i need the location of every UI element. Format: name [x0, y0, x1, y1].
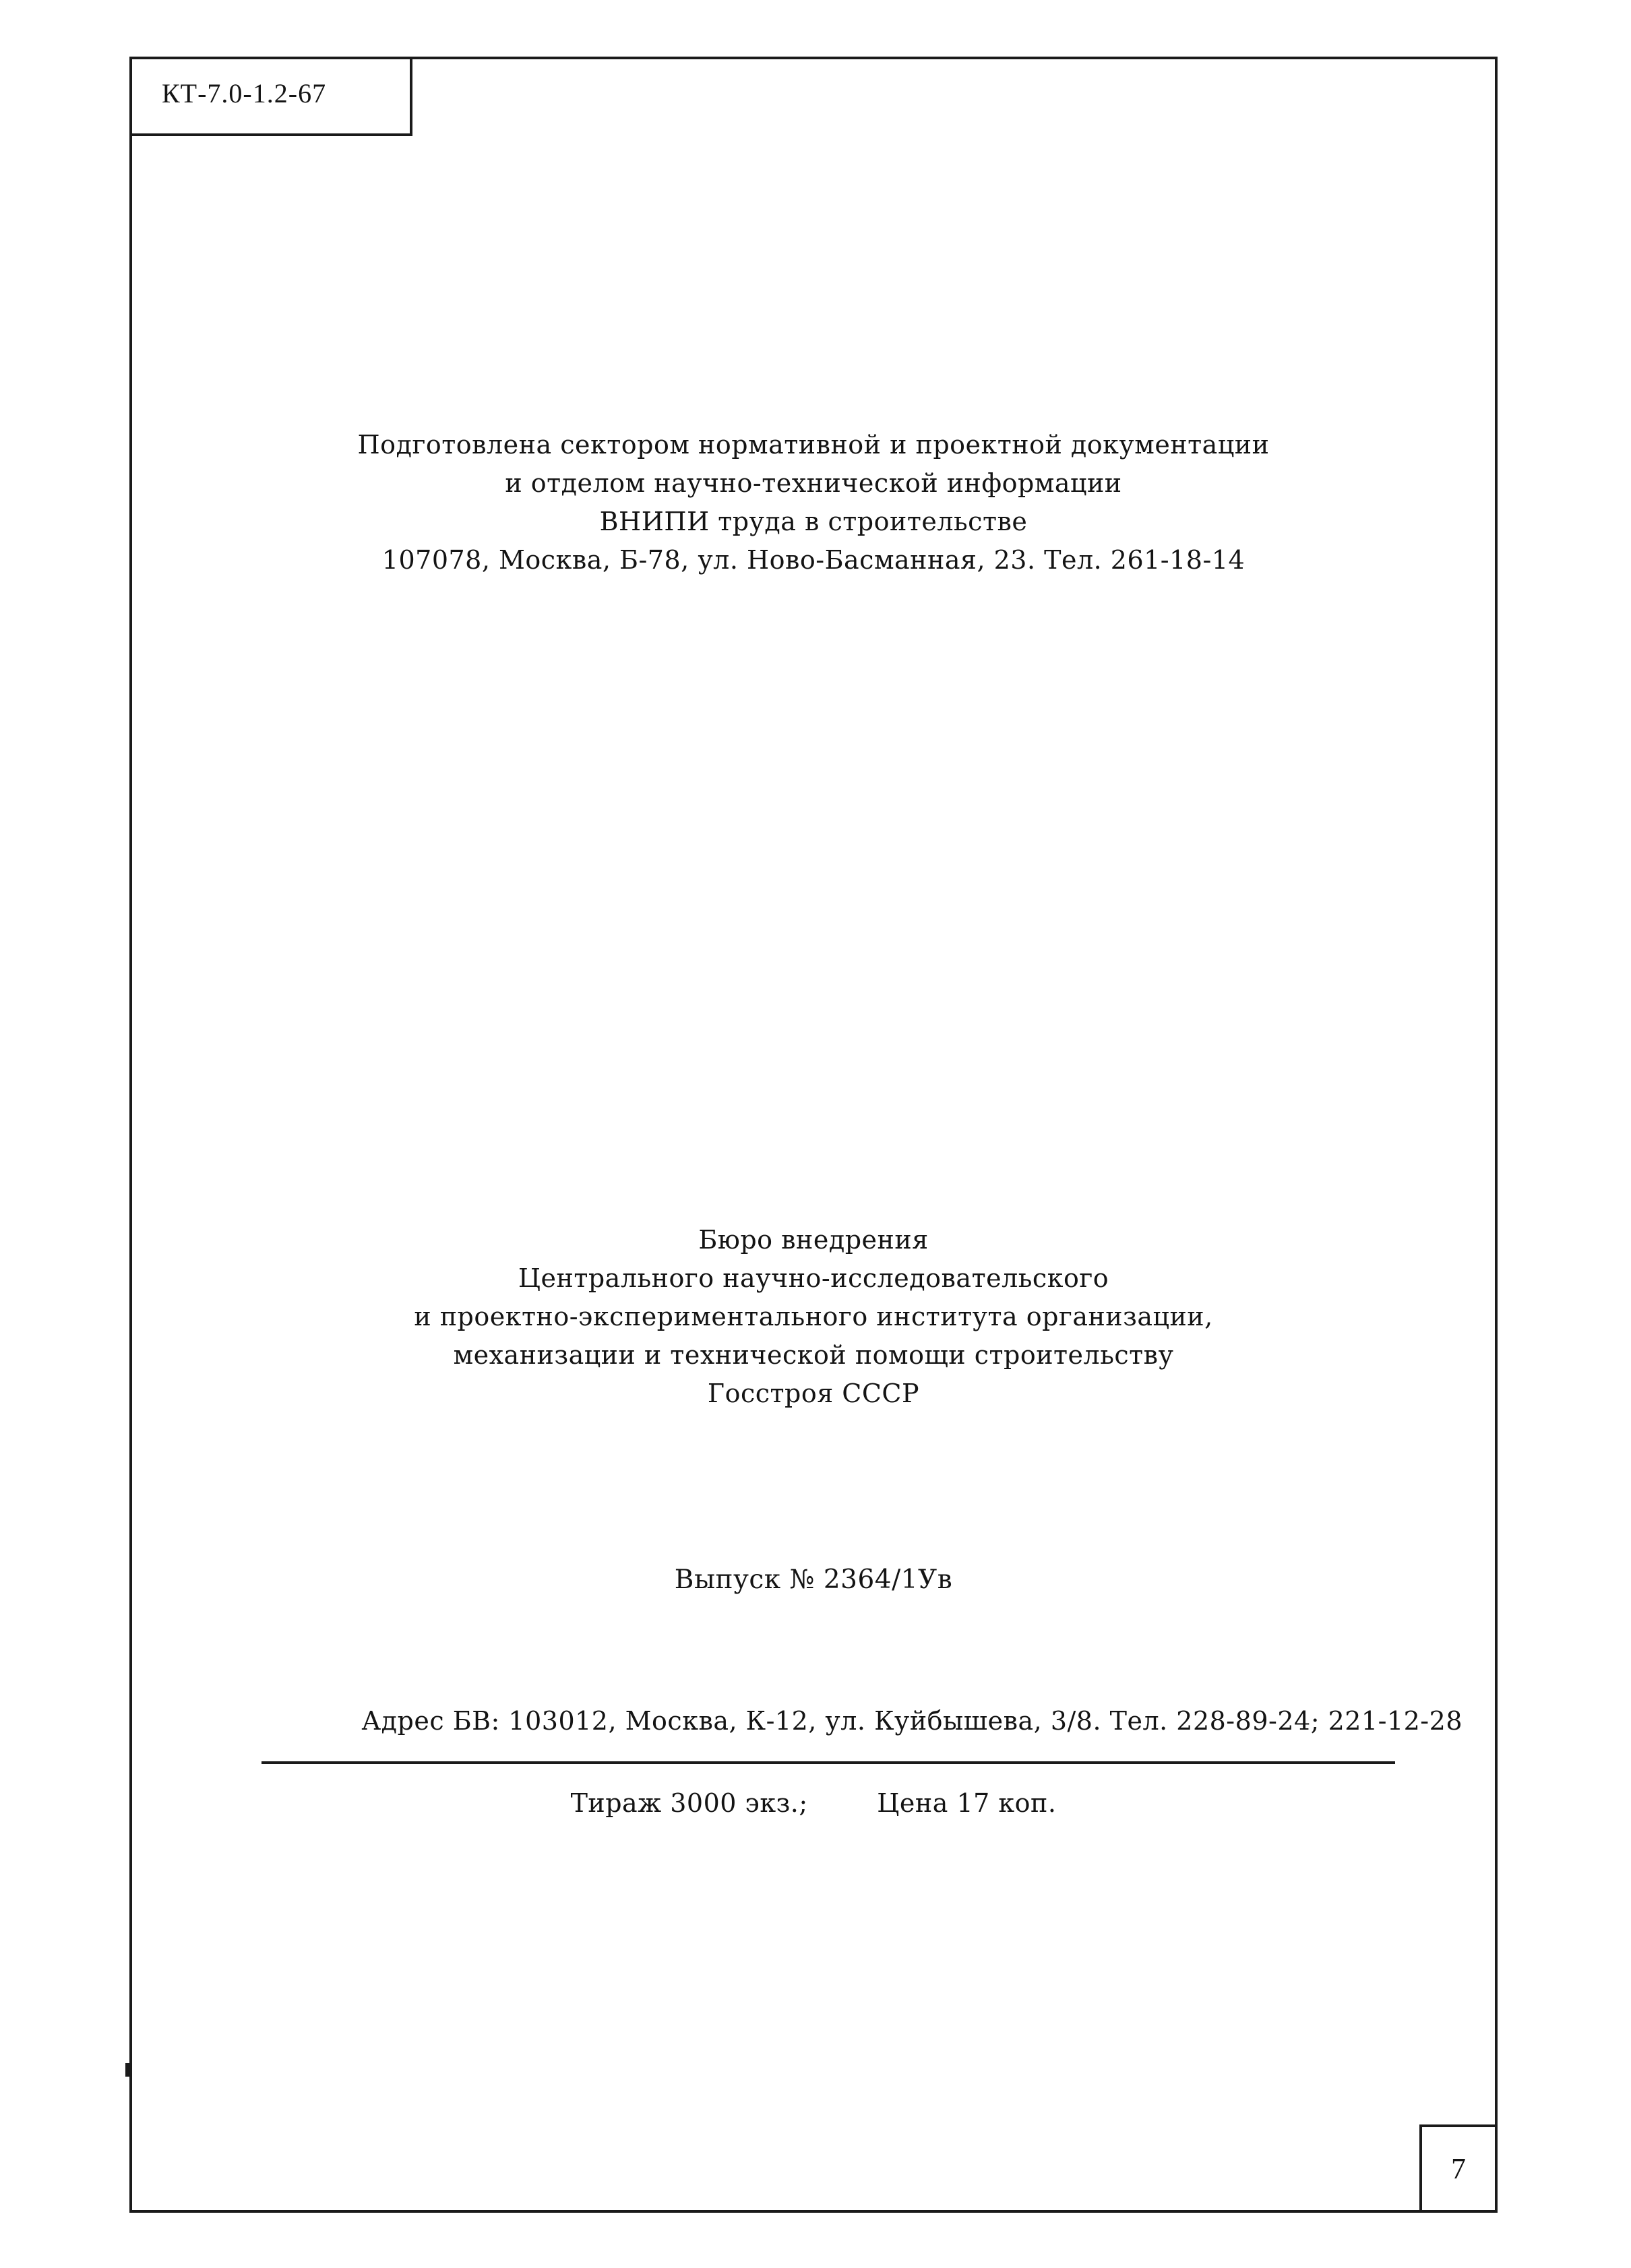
imprint-line — [129, 1788, 1498, 1818]
document-code-box — [129, 57, 412, 136]
bureau-line: механизации и технической помощи строительству — [453, 1340, 1174, 1370]
prepared-by-line: и отделом научно-технической информации — [505, 468, 1122, 498]
page-frame — [129, 57, 1498, 2213]
prepared-by-line: Подготовлена сектором нормативной и проектной документации — [357, 430, 1270, 460]
prepared-by-block — [129, 426, 1498, 579]
circulation: Тираж 3000 экз.; — [570, 1788, 808, 1818]
page-number-box — [1419, 2124, 1498, 2213]
document-code: КТ-7.0-1.2-67 — [162, 78, 327, 108]
divider-rule — [261, 1761, 1395, 1764]
prepared-by-line: ВНИПИ труда в строительстве — [599, 507, 1028, 536]
bureau-address: Адрес БВ: 103012, Москва, К-12, ул. Куйбышева, 3/8. Тел. 228-89-24; 221-12-28 — [361, 1706, 1463, 1736]
prepared-by-address: 107078, Москва, Б-78, ул. Ново-Басманная, 23. Тел. 261-18-14 — [381, 545, 1245, 575]
bureau-line: Центрального научно-исследовательского — [518, 1263, 1109, 1293]
bureau-line: Госстроя СССР — [707, 1379, 920, 1408]
bureau-block — [129, 1221, 1498, 1413]
price: Цена 17 коп. — [877, 1788, 1057, 1818]
bureau-line: Бюро внедрения — [698, 1225, 929, 1255]
issue-label: Выпуск № 2364/1Ув — [674, 1565, 953, 1595]
bureau-line: и проектно-экспериментального института организации, — [414, 1302, 1213, 1331]
page-number: 7 — [1451, 2152, 1466, 2185]
edge-mark — [125, 2063, 129, 2077]
